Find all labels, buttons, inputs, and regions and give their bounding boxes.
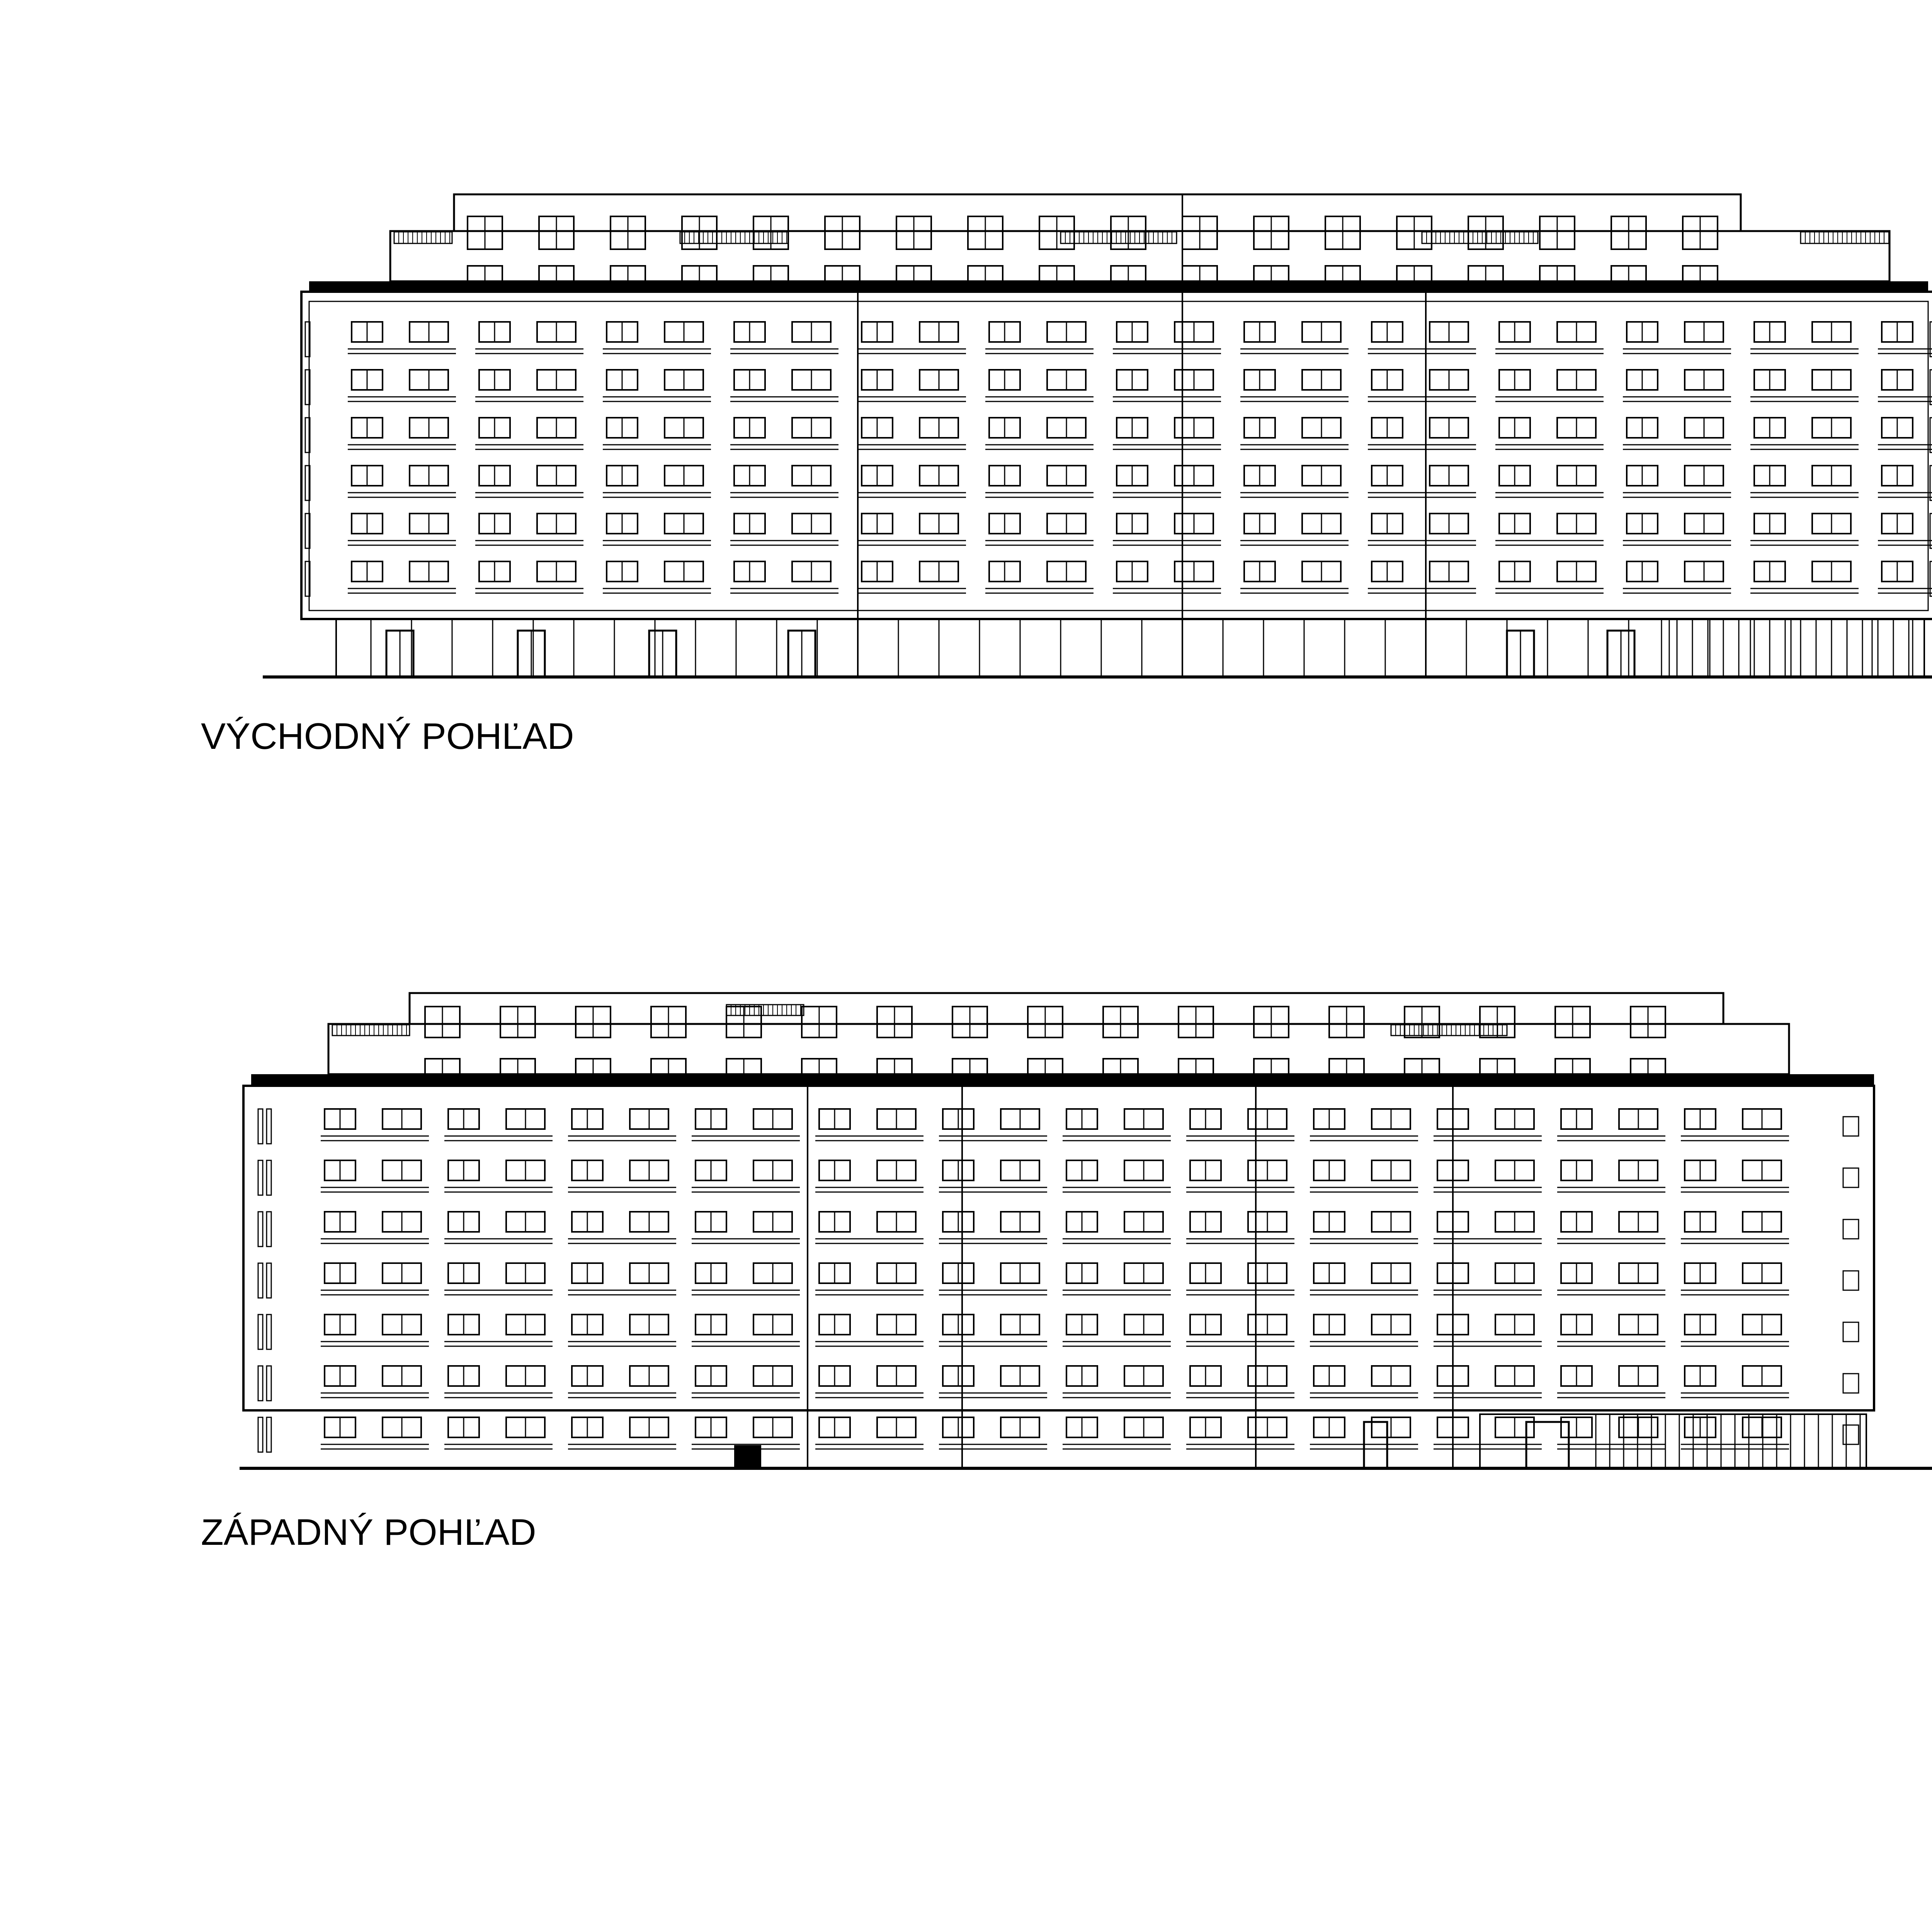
east-elevation-drawing bbox=[263, 194, 1932, 677]
west-elevation-drawing bbox=[240, 993, 1932, 1468]
west-elevation-title: ZÁPADNÝ POHĽAD bbox=[201, 1512, 536, 1553]
east-elevation-title: VÝCHODNÝ POHĽAD bbox=[201, 716, 574, 757]
